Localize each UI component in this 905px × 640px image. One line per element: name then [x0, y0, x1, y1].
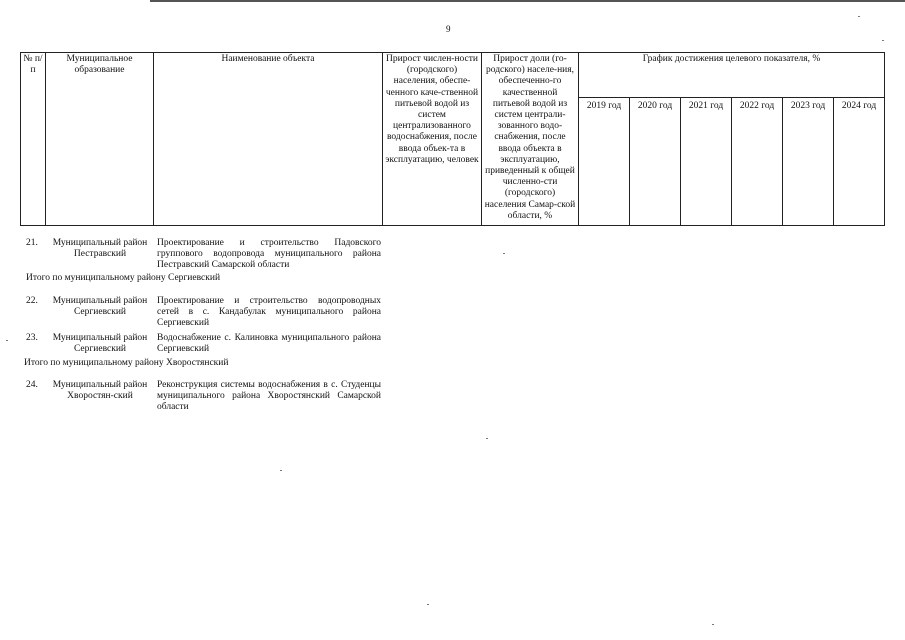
row-number: 21. [26, 238, 38, 248]
header-year: 2019 год [579, 98, 630, 226]
scan-speck [6, 340, 8, 341]
header-year: 2023 год [783, 98, 834, 226]
header-year: 2022 год [732, 98, 783, 226]
scan-edge-line [150, 0, 905, 2]
scan-speck [858, 16, 860, 17]
row-municipality: Муниципальный район Сергиевский [52, 333, 148, 355]
header-object: Наименование объекта [154, 53, 383, 226]
header-table [20, 52, 885, 226]
header-year: 2021 год [681, 98, 732, 226]
header-share-increase: Прирост доли (го-родского) населе-ния, обеспеченно-го качественной питьевой водой из систем централи-зованного водо-снабжения, после ввода объекта в эксплуатацию, приведенный к общей численно-сти (городского) населения Самар-ской области, % [482, 53, 579, 226]
row-number: 24. [26, 380, 38, 390]
page-number: 9 [446, 24, 451, 34]
scan-speck [503, 253, 505, 254]
row-object: Проектирование и строительство водопроводных сетей в с. Кандабулак муниципального района Сергиевский [157, 296, 381, 329]
scan-speck [280, 470, 282, 471]
header-year: 2020 год [630, 98, 681, 226]
scan-speck [712, 624, 714, 625]
header-schedule: График достижения целевого показателя, % [579, 53, 885, 98]
header-municipality: Муниципальное образование [46, 53, 154, 226]
row-municipality: Муниципальный район Сергиевский [52, 296, 148, 318]
scan-speck [486, 438, 488, 439]
row-object: Реконструкция системы водоснабжения в с. Студенцы муниципального района Хворостянский Самарской области [157, 380, 381, 413]
row-number: 23. [26, 333, 38, 343]
row-object: Проектирование и строительство Падовского группового водопровода муниципального района Пестравский Самарской области [157, 238, 381, 271]
row-municipality: Муниципальный район Хворостян-ский [52, 380, 148, 402]
row-total: Итого по муниципальному району Хворостянский [24, 358, 229, 368]
header-population-increase: Прирост числен-ности (городского) населения, обеспе-ченного каче-ственной питьевой водой из систем централизованного водоснабжения, после ввода объек-та в эксплуатацию, человек [383, 53, 482, 226]
header-year: 2024 год [834, 98, 885, 226]
row-number: 22. [26, 296, 38, 306]
row-total: Итого по муниципальному району Сергиевский [26, 273, 221, 283]
row-object: Водоснабжение с. Калиновка муниципального района Сергиевский [157, 333, 381, 355]
header-num: № п/п [21, 53, 46, 226]
row-municipality: Муниципальный район Пестравский [52, 238, 148, 260]
scan-speck [882, 40, 884, 41]
scan-speck [427, 604, 429, 605]
